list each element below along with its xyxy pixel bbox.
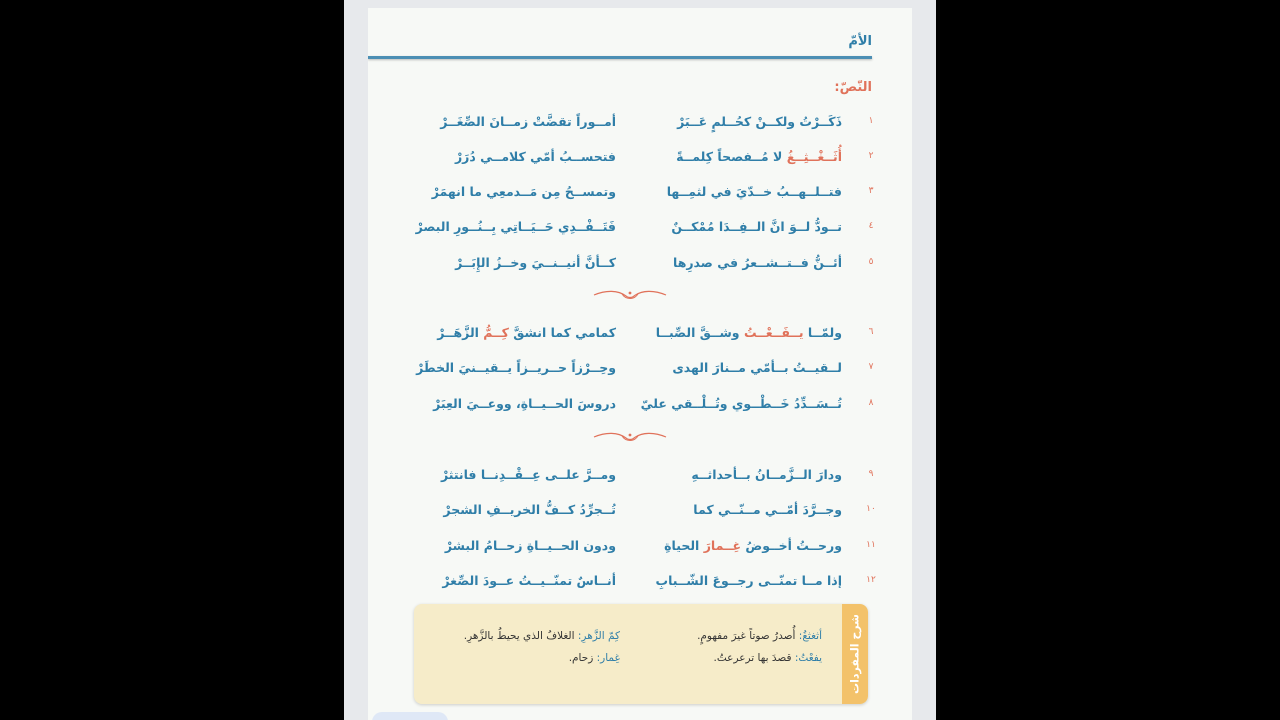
verse-first-hemistich — [664, 538, 842, 553]
glossary-definition: أُصدرُ صوتاً غيرَ مفهومٍ. — [697, 630, 799, 642]
verse-second-hemistich: وتمســحُ مِن مَــدمعِي ما انهمَرْ — [431, 184, 616, 199]
verse-second-hemistich: ومــرَّ علــى عِــقْــدِنــا فانتثرْ — [440, 467, 616, 482]
verse-first-hemistich: ذَكَــرْتُ ولكــنْ كحُــلمٍ عَــبَرْ — [677, 114, 842, 129]
verse-number: ٩ — [868, 469, 874, 479]
verse-number: ١١ — [866, 540, 876, 550]
verse-second-hemistich: ودون الحــيــاةِ زحــامُ البشرْ — [444, 538, 616, 553]
verse-text: كمامي كما انشقَّ — [508, 325, 616, 340]
verse-first-hemistich: فتــلــهــبُ خــدّيَ في لثمِــها — [666, 184, 842, 199]
verse-row — [408, 184, 878, 206]
verse-row — [408, 219, 878, 241]
verse-text: ولمّــا — [803, 325, 842, 340]
verse-text: لا مُــفصحاً كِلمــةً — [676, 149, 787, 164]
verse-number: ٧ — [868, 362, 874, 372]
verse-first-hemistich: أئــنُّ فــتــشــعرُ في صدرِها — [673, 255, 842, 270]
verse-second-hemistich — [437, 325, 616, 340]
highlighted-word: غِــمارَ — [703, 538, 742, 553]
glossary-term: يفعْتُ: — [794, 652, 822, 664]
verse-row — [408, 149, 878, 171]
glossary-definition: زحام. — [568, 652, 597, 664]
glossary-entry — [714, 652, 822, 664]
verse-second-hemistich: وحِــرْزاً حــريــزاً يــقيــنيَ الخطَرْ — [416, 360, 616, 375]
verse-first-hemistich — [676, 149, 842, 164]
verse-number: ٣ — [868, 186, 874, 196]
verse-row — [408, 396, 878, 418]
glossary-box — [414, 604, 868, 704]
document-page — [368, 8, 912, 720]
glossary-entry — [464, 630, 620, 642]
highlighted-word: يــفَــعْــتُ — [743, 325, 804, 340]
verse-row — [408, 325, 878, 347]
verse-row — [408, 502, 878, 524]
verse-first-hemistich: لــقيــتُ بــأمّي مــنارَ الهدى — [672, 360, 842, 375]
verse-first-hemistich: ودارَ الــزَّمــانُ بــأحداثــهِ — [691, 467, 842, 482]
verse-text: وشــقَّ الصِّبــا — [655, 325, 744, 340]
verse-row — [408, 467, 878, 489]
section-title: النّصّ: — [834, 80, 872, 95]
verse-second-hemistich: أنــاسٌ تمنّــيــتُ عــودَ الصِّغرْ — [442, 573, 616, 588]
verse-first-hemistich — [656, 325, 842, 340]
glossary-term: أثغثغُ: — [798, 630, 822, 642]
glossary-term: غِمار: — [596, 652, 620, 664]
glossary-term: كِمّ الزَّهرِ: — [577, 630, 620, 642]
verse-second-hemistich: فتحســبُ أمّي كلامــي دُرَرْ — [454, 149, 616, 164]
lesson-title: الأمّ — [848, 34, 872, 49]
verse-text: الزَّهَــرْ — [437, 325, 484, 340]
verse-first-hemistich: تُــسَــدِّدُ خَــطْــوي وتُــلْــقي عليّ — [640, 396, 842, 411]
verse-second-hemistich: كــأنَّ أنيــنــيَ وخــزُ الإِبَــرْ — [455, 255, 616, 270]
header-divider — [368, 56, 872, 59]
glossary-tab — [842, 604, 868, 704]
verse-number: ٥ — [868, 257, 874, 267]
glossary-definition: الغلافُ الذي يحيطُ بالزَّهرِ. — [463, 630, 578, 642]
verse-number: ١٠ — [866, 504, 876, 514]
verse-text: الحياةِ — [664, 538, 704, 553]
verse-first-hemistich: تــودُّ لــوَ انَّ الــفِــدَا مُمْكــنٌ — [671, 219, 842, 234]
verse-second-hemistich: أمــوراً تقضَّتْ زمــانَ الصِّغَــرْ — [440, 114, 616, 129]
verse-row — [408, 255, 878, 277]
highlighted-word: أُثَــغْــثِــغُ — [786, 149, 842, 164]
page-header — [368, 8, 912, 60]
verse-row — [408, 114, 878, 136]
ornament-divider — [592, 430, 668, 444]
verse-number: ٦ — [868, 327, 874, 337]
verse-second-hemistich: تُــجرِّدُ كــفُّ الخريــفِ الشجرْ — [443, 502, 616, 517]
highlighted-word: كِــمُّ — [483, 325, 509, 340]
verse-number: ٤ — [868, 221, 874, 231]
verse-second-hemistich: فَتَــفْــدِي حَــيَــاتِي بِــنُــورِ البصرْ — [415, 219, 616, 234]
verse-first-hemistich: وجــرَّدَ أمّــي مــنّــي كما — [693, 502, 842, 517]
verse-second-hemistich: دروسَ الحــيــاةِ، ووعــيَ العِبَرْ — [433, 396, 616, 411]
glossary-entry — [697, 630, 822, 642]
glossary-entry — [569, 652, 620, 664]
glossary-label: شرح المفردات — [848, 614, 862, 694]
verse-row — [408, 538, 878, 560]
verse-number: ١ — [868, 116, 874, 126]
verse-number: ٢ — [868, 151, 874, 161]
document-viewer — [344, 0, 936, 720]
verse-row — [408, 573, 878, 595]
verse-first-hemistich: إذا مــا تمنّــى رجــوعَ الشّــبابِ — [655, 573, 842, 588]
verse-number: ١٢ — [866, 575, 876, 585]
ornament-divider — [592, 288, 668, 302]
page-footer-tab — [372, 712, 448, 720]
verse-number: ٨ — [868, 398, 874, 408]
verse-row — [408, 360, 878, 382]
verse-text: ورحــتُ أخــوضُ — [741, 538, 842, 553]
glossary-definition: قصدَ بها ترعرعتُ. — [713, 652, 795, 664]
